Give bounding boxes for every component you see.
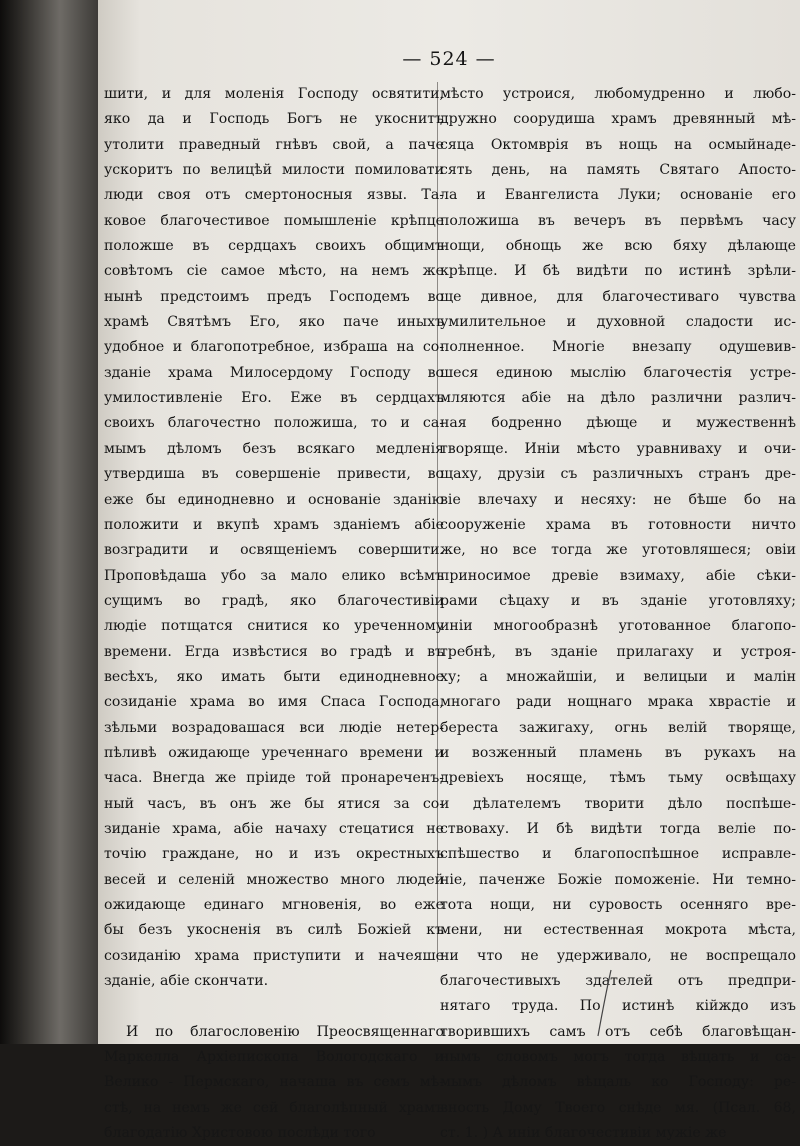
text-line: И по благословенію Преосвященнаго [126, 1023, 444, 1040]
text-line: благодатію Христовою послѣди того [104, 1125, 376, 1142]
text-line: мѣсто устроися, любомудренно и любо- [440, 86, 796, 102]
text-line: сооруженіе храма въ готовности ничто [440, 516, 796, 533]
paragraph-gap [104, 994, 444, 1019]
text-line: ускоритъ по велицѣй милости помиловати [104, 162, 444, 179]
right-text-column [440, 82, 796, 1146]
text-line: ковое благочестивое помышленіе крѣпце [104, 212, 444, 229]
text-line: умилостивленіе Его. Еже въ сердцахъ [104, 390, 444, 407]
text-line: весѣхъ, яко имать быти единодневное [104, 668, 444, 685]
text-line: вность Дому Твоего снѣде мя. (Псал. 68, [440, 1099, 796, 1116]
text-line: пѣливѣ ожидающе уреченнаго времени и [104, 744, 444, 761]
text-line: утолити праведный гнѣвъ свой, а паче [104, 136, 444, 153]
text-line: ст. 1. ) А иніи благочестивіи мужіе же [440, 1125, 727, 1142]
text-line: положше въ сердцахъ своихъ общимъ [104, 238, 444, 255]
text-line: удобное и благопотребное, избраша на со- [104, 339, 444, 356]
text-line: ще дивное, для благочестиваго чувства [440, 288, 796, 305]
book-page [98, 0, 800, 1142]
text-line: мени, ни естественная мокрота мѣста, [440, 922, 796, 939]
text-line: бы безъ укосненія въ силѣ Божіей къ [104, 922, 444, 939]
text-line: рами сѣцаху и въ зданіе уготовляху; [440, 592, 796, 609]
text-line: береста зажигаху, огнь велій творяще, [440, 719, 796, 736]
text-line: ла и Евангелиста Луки; основаніе его [440, 187, 796, 204]
text-line: благочестивыхъ здателей отъ предпри- [440, 973, 796, 990]
text-line: и возженный пламень въ рукахъ на [440, 744, 796, 761]
text-line: спѣшество и благопоспѣшное исправле- [440, 846, 796, 863]
text-line: храмѣ Святѣмъ Его, яко паче иныхъ [104, 314, 444, 331]
text-line: дружно соорудиша храмъ древянный мѣ- [440, 111, 796, 128]
text-line: приносимое древіе взимаху, абіе сѣки- [440, 567, 796, 584]
text-line: нятаго труда. По истинѣ кійждо изъ [440, 998, 796, 1015]
text-line: сущимъ во градѣ, яко благочестивіи [104, 592, 444, 609]
text-line: сяца Октомврія въ нощь на осмыйнаде- [440, 136, 796, 153]
text-line: мляются абіе на дѣло различни различ- [440, 390, 796, 407]
text-line: творившихъ самъ отъ себѣ благовѣщан- [440, 1023, 796, 1040]
text-line: ожидающе единаго мгновенія, во еже [104, 897, 444, 913]
page-number: — 524 — [402, 48, 496, 70]
text-line: еже бы единодневно и основаніе зданію [104, 491, 444, 508]
text-line: тота нощи, ни суровость осенняго вре- [440, 897, 796, 913]
text-line: созиданіе храма во имя Спаса Господа, [104, 694, 444, 711]
text-line: ствоваху. И бѣ видѣти тогда веліе по- [440, 820, 796, 837]
text-line: віе влечаху и несяху: не бѣше бо на [440, 491, 796, 508]
text-line: ху; а множайшіи, и велицыи и малін [440, 668, 796, 685]
text-line: умилительное и духовной сладости ис- [440, 314, 796, 331]
text-line: зиданіе храма, абіе начаху стецатися не [104, 820, 444, 837]
text-line: стѣ, на немъ же сей благолѣпный храмъ [104, 1099, 444, 1116]
text-line: созиданію храма приступити и начеяше [104, 947, 444, 964]
text-line: совѣтомъ сіе самое мѣсто, на немъ же [104, 263, 444, 280]
text-line: требнѣ, въ зданіе прилагаху и устроя- [440, 643, 796, 660]
pen-mark [595, 968, 615, 1038]
text-line: ни что не удерживало, не воспрещало [440, 947, 796, 964]
text-line: иніи многообразнѣ уготованное благопо- [440, 618, 796, 635]
text-line: утвердиша въ совершеніе привести, во [104, 466, 444, 483]
text-line: Велико - Пермскаго, начаша въ семъ мѣ- [104, 1074, 444, 1091]
text-line: зѣльми возрадовашася вси людіе нетер- [104, 719, 444, 736]
text-line: мымъ дѣломъ безъ всякаго медленія [104, 440, 444, 457]
text-line: своихъ благочестно положиша, то и са- [104, 415, 444, 432]
text-line: шити, и для моленія Господу освятити, [104, 86, 444, 102]
text-line: Маркелла Архіепископа Вологодскаго и [104, 1049, 444, 1066]
text-line: часа. Внегда же пріиде той пронареченъ- [104, 770, 444, 787]
text-line: нощи, обнощь же всю бяху дѣлающе [440, 238, 796, 255]
text-line: положити и вкупѣ храмъ зданіемъ абіе [104, 516, 444, 533]
text-line: нынѣ предстоимъ предъ Господемъ во [104, 288, 444, 305]
text-line: щаху, друзіи съ различныхъ странъ дре- [440, 466, 796, 483]
text-line: полненное. Многіе внезапу одушевив- [440, 339, 796, 356]
text-line: ная бодренно дѣюще и мужественнѣ [440, 415, 796, 432]
text-line: и дѣлателемъ творити дѣло поспѣше- [440, 795, 796, 812]
text-line: же, но все тогда же уготовляшеся; овіи [440, 542, 796, 559]
text-line: ніе, паченже Божіе поможеніе. Ни темно- [440, 871, 796, 888]
text-line: люди своя отъ смертоносныя язвы. Та- [104, 187, 444, 204]
text-line: крѣпце. И бѣ видѣти по истинѣ зрѣли- [440, 263, 796, 280]
text-line: положиша въ вечеръ въ первѣмъ часу [440, 212, 796, 229]
text-line: точію граждане, но и изъ окрестныхъ [104, 846, 444, 863]
text-line: яко да и Господь Богъ не укоснитъ [104, 111, 444, 128]
text-line: нымъ словомъ могъ тогда вѣщать и са- [440, 1049, 796, 1066]
text-line: времени. Егда извѣстися во градѣ и въ [104, 643, 444, 660]
text-line: зданіе храма Милосердому Господу во [104, 364, 444, 381]
text-line: весей и селеній множество много людей [104, 871, 444, 888]
text-line: сять день, на память Святаго Апосто- [440, 162, 796, 179]
text-line: возградити и освященіемъ совершити. [104, 542, 444, 559]
text-line: творяще. Иніи мѣсто уравниваху и очи- [440, 440, 796, 457]
text-line: зданіе, абіе скончати. [104, 973, 269, 990]
text-line: ный часъ, въ онъ же бы ятися за со- [104, 795, 444, 812]
left-binding-margin [0, 0, 100, 1044]
text-line: шеся единою мыслію благочестія устре- [440, 364, 796, 381]
text-line: людіе потщатся снитися ко уреченному [104, 618, 444, 635]
text-line: многаго ради нощнаго мрака хврастіе и [440, 694, 796, 711]
text-line: древіехъ носяще, тѣмъ тьму освѣщаху [440, 770, 796, 787]
text-line: Проповѣдаша убо за мало елико всѣмъ [104, 567, 444, 584]
left-text-column [104, 82, 444, 1146]
text-line: мымъ дѣломъ вѣщаль ко Господу: ре- [440, 1074, 796, 1091]
